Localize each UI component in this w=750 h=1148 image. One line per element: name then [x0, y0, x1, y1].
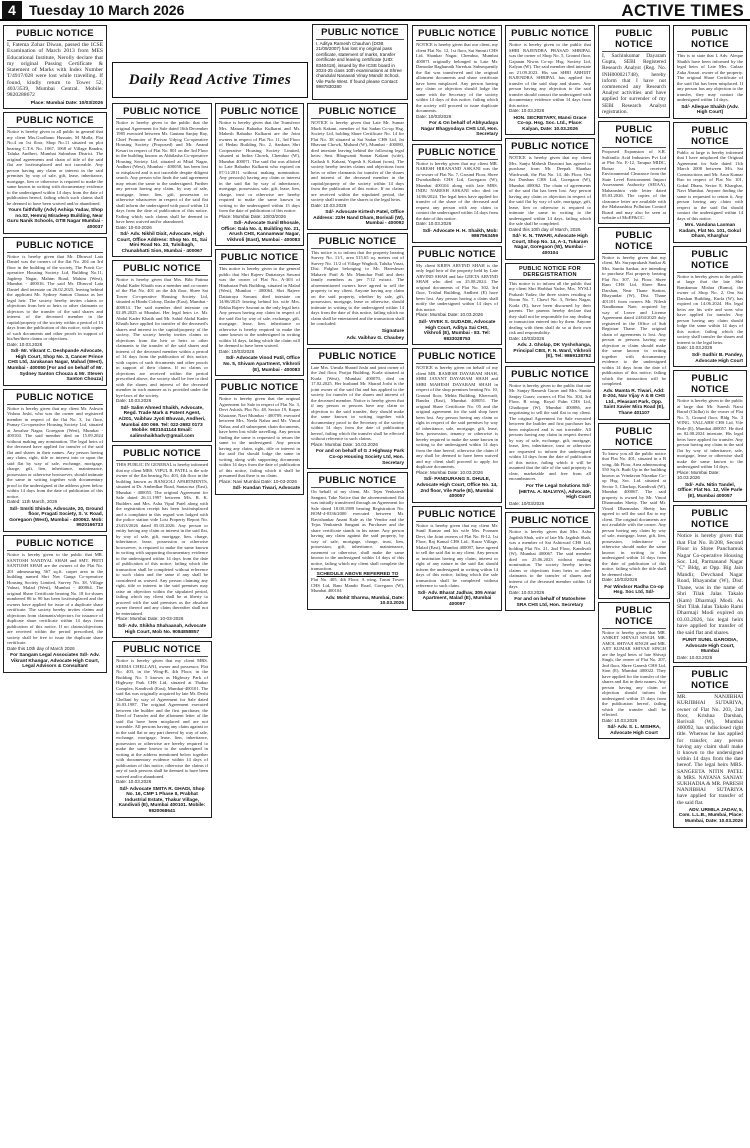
notice-date: Date: 10.03.2026 — [602, 717, 638, 723]
notice-date: Date: 10-03-2026 — [116, 224, 152, 230]
notice — [112, 260, 212, 442]
notice-title: PUBLIC NOTICE — [7, 115, 103, 128]
notice-body: Notice is hereby given to the public at large that the late Shri Ramkumar Mishra (Ramu), the owner of Shop No. 2, Om Sai Darshan Building, Kurla (W), has expired on 14.06.2024. His legal heirs are his wife and sons who have applied for transfer. Any person having any claim should lodge the same within 14 days of this notice, failing which the society shall transfer the shares and interest to the legal heirs. — [677, 273, 743, 345]
notice-body: NOTICE is hereby given on behalf of my client MR. RAMESH DAYARAM SHAH, SHRI JAYANT DAYARAM SHAH and SHRI MAHESH DAYARAM SHAH in respect of the shop premises bearing No. 10, Ground floor, Mehta Building, Kherwadi, Bandra (East), Mumbai 400051. The original Share Certificate No. 05 and the original agreement for the said shop have been lost. Any person having any claim or right in respect of the said premises by way of inheritance, sale, mortgage, gift, lease, lien, possession, tenancy or otherwise is hereby required to make the same known in writing to the undersigned within 14 days from the date hereof, otherwise the claim if any shall be deemed to have been waived and my client shall proceed to apply for duplicate documents. — [416, 365, 498, 470]
notice-signature: For The Legal Solutions Sd/- (HETAL A. MALVIYA), Advocate, High Court — [518, 483, 591, 501]
notice-date: Date: 10.03.2026 — [677, 345, 713, 351]
notice-signature: Yours faithfully (Adv) Ashiqa Yadav, Shop no.02, Hemraj Miradeep Building, Near Guru Nanik Schools, GTB Nagar Mumbai - 400037 — [7, 208, 103, 231]
notice-body: My client KRIPA ARVIND SHAH is the only legal heir of the property held by Late ARVIND SHAH and late GEETA ARVIND SHAH who died on 25.08.2024. The original documents of Flat No. 302, 3rd floor, Trishul Building, Andheri (E) have been lost. Any person having a claim shall notify the undersigned within 14 days of this notice. — [416, 262, 498, 312]
notice-title: PUBLIC NOTICE — [7, 28, 103, 41]
notice-signature: Sd/- Sudhir B. Pandey, Advocate High Court — [691, 352, 743, 364]
notice-signature: For Sangam Legal Associates Sd/- Adv. Vikrant Khangar, Advocate High Court, Legal Advisors & Consultant — [10, 653, 100, 670]
notice-date: Date: 10/03/2026 — [602, 577, 638, 582]
notice-body: Notice is hereby given to the public that SHRI RAJENDRA PRASAD SHRIPAL was the owner of Shop No. 5, Ground floor, Gajanan Niwas Co-op. Hsg. Society Ltd, Kalyan (W). The said member died intestate on 21.09.2023. His son SHRI ABHIJIT RAJENDRA SHRIPAL has applied for transfer of the said shop and shares. Any person having any objection to the said transfer should contact the undersigned with documentary evidence within 14 days from this notice. — [509, 42, 591, 108]
aditya-top-notice — [232, 22, 317, 60]
column-7-notices — [598, 25, 670, 742]
notice-title: PUBLIC NOTICE — [116, 644, 208, 657]
notice-signature: Sd/- Adv. Nikhil Dixit, Advocate, High Court, Office Address: Shop No. 01, Sai Mini Road No. 23, Tulsibagh, Chunabhatti Sion, Mumbai - 400067 — [117, 232, 207, 254]
notice — [598, 25, 670, 118]
notice-signature: Sd/- Mr. Vikrant C. Deshpande Advocate, High Court, Shop No. 3, Cancer Prince CHS Ltd, Jarakanan Nagar, Mahad (West), Mumbai - 400050 [For and on behalf of Mr. Sydney Santon Chouza & Mr. Steven Santon Chouza] — [7, 349, 103, 383]
column-8 — [673, 25, 747, 831]
notice — [307, 348, 408, 469]
notice — [673, 666, 747, 827]
notice-signature: Adv. Mohit Sharma, Mumbai, Date: 10.03.2026 — [325, 595, 404, 607]
notice-title: PUBLIC NOTICE — [602, 28, 666, 52]
notice-body: Notice is hereby given that that Flat No. B/208, Second Floor in Shree Panchamuk Nagar Co-operative Housing Soc. Ltd, Parmanand Nagar "C" Bldg, at Opp. Big Jain Mandir, Devchand Nagar Road, Bhayandar (W), Dist. Thane, was in the name of Shri Tilak Jalas Takalo (Kam) Dharmaji Modi. As Shri Tilak Jalas Takalo Rami Dharmaji Modi expired on 03.03.2026, his legal heirs have applied for transfer of the said flat and shares. — [677, 533, 743, 636]
notice-signature: Sd/- K. N. TIWARI, Advocate High Court, Shop No. 14, A-1, Tukaram Nagar, Goregaon (W), Mumbai - 400104 — [512, 234, 588, 257]
notice-signature: Sd/- Adv. Shikha Shahaanah, Advocate High Court, Mob No. 9084858857 — [117, 623, 207, 635]
notice-title: PUBLIC NOTICE — [311, 475, 404, 488]
notice-signature: Sd/- Alleque Shaikh (Adv. High Court) — [681, 104, 739, 116]
notice — [673, 122, 747, 243]
notice — [3, 25, 107, 109]
notice-title: PUBLIC NOTICE — [7, 240, 103, 253]
notice-title: PUBLIC NOTICE — [416, 509, 498, 522]
column-2 — [112, 103, 212, 821]
notice-date: Signature — [381, 328, 404, 334]
notice-signature: Sd/- Adv. Nitin Tandel, Office: Flat No. 12, Vile Parle (E), Mumbai 400057 — [677, 482, 743, 499]
notice-signature: Sd/- Smriti Shinde, Advocate, 20, Ground floor, Pragati Society, S. V. Road, Goregaon (West), Mumbai - 400062. Mob: 9920166733 — [9, 506, 103, 529]
notice-date: Date this 10th day of March 2026 — [7, 645, 75, 651]
notice-signature: Sd/- Advocate SMITA R. GHADI, Shop No. 16, CMP 1 Phase II, Prabhat Industrial Estate, Thakur Village, Kandivali (E), Mumbai 400101. Mobile: 9820068641 — [118, 786, 206, 814]
notice-title: PUBLIC NOTICE — [677, 508, 743, 532]
notice-signature: Sd/- Salim Ahmed Shaikh, Advocate, Regd. Trade Mark & Patent Agent, A/201, Vaibhav Jyoti Bhuvan, Andheri, Mumbai 400 069. Tel: 022-2682 0173 Mobile: 9821041144 Email: salimshaikhadv@gmail.com — [118, 405, 206, 439]
notice — [412, 348, 502, 502]
notice-title: PUBLIC NOTICE — [311, 236, 404, 249]
notice-title: PUBLIC NOTICE — [677, 125, 743, 149]
notice-title: PUBLIC NOTICE — [677, 669, 743, 693]
notice — [112, 641, 212, 817]
notice-title: PUBLIC NOTICE FOR DEREGISTRATION — [509, 266, 591, 280]
notice-title: PUBLIC NOTICE — [416, 351, 498, 364]
notice-signature: Sd/- Adv. Bharat Jadhav, 305 Amar Apartment, Malad (E), Mumbai 400097 — [417, 590, 497, 607]
notice-title: PUBLIC NOTICE — [602, 426, 666, 450]
notice-signature: For and on behalf of G J Highway Park Co-op Housing Society Ltd, Hon. Secretary — [316, 449, 404, 466]
notice-date: Place: Mumbai Date: 10/03/2026 — [219, 213, 286, 219]
notice-body: Notice is hereby given that my client Mr. Sunil Kumar and his wife Mrs. Poonam Devi, the Joint owners of Flat No. B-12, 1st Floor, Raj Kamal CHS Ltd., Kurar Village, Malad (East), Mumbai 400097, have agreed to sell the said flat to my client. Any person or institution having any claim, interest or right of any nature in the said flat should inform the undersigned in writing within 14 days of this notice, failing which the sale transaction shall be completed without reference to such claim. — [416, 522, 498, 589]
notice-title: PUBLIC NOTICE — [116, 263, 208, 276]
notice-signature: Sd/- PANDURANG S. DHULE, Advocate High Court, Office No. 14, 2nd floor, Vile Parle (E), Mumbai 400057 — [416, 477, 498, 500]
notice-date: Date: 10.03.2026 — [311, 202, 347, 208]
notice-date: Date: 10.03.2026 — [677, 654, 713, 660]
daily-read-banner — [112, 62, 308, 98]
page-number: 4 — [2, 1, 22, 19]
notice — [673, 505, 747, 663]
notice-date: Place: Mumbai Date: 10.03.2026 — [311, 441, 378, 447]
notice-body: On behalf of my client, Mr. Tejas Venkatesh Sangani, Take Notice that the aforementioned flat was initially transferred through an Agreement for Sale dated 18.08.1989 bearing Registration No. BOM-4-0336/2000 executed between Mr. Ravishankar Anant Kale as the Vendor and the Tejas Venkatesh Sangani as Purchaser and the share certificate stands in his name. Any person having any claim against the said property, by way of sale, mortgage, charge, trust, lien, possession, gift, inheritance, maintenance, easement or otherwise, shall make the same known to the undersigned within 14 days of this notice, failing which my client shall complete the transaction. — [311, 489, 404, 572]
notice-body: This is to state that I, Adv. Aleque Shaikh have been informed by the legal heirs of Late Mrs. Gulzar Zaka Ansari, owner of the property. The original Share Certificate of the said flat has been misplaced. If any person has any objection to the transfer, they may contact the undersigned within 14 days. — [677, 53, 743, 102]
notice-date: Date: 10/03/2026 — [219, 348, 255, 354]
notice — [505, 263, 595, 363]
notice-signature: Sd/- Kundan Tiwari, Advocate — [232, 486, 300, 492]
notice — [307, 472, 408, 610]
notice-signature: Adv. Mamta R. Tiwari, Add: E-204, Nav Vijay A & B CHS Ltd., Pleasant Park, Opp. Saint Xavier Mira Road (E), Thane 401107 — [602, 388, 666, 416]
notice-signature: Sd/- Advocate Kirtesh Patel, Office Address: 22/H Nand Dham, Borivali (W), Mumbai - 400092 — [313, 210, 404, 227]
notice-title: PUBLIC NOTICE — [416, 249, 498, 262]
notice-date: Place: Navi Mumbai Date: 10-03-2026 — [219, 478, 297, 484]
notice — [598, 121, 670, 224]
notice-title: PUBLIC NOTICE — [316, 27, 404, 40]
column-5-notices — [412, 25, 502, 614]
notice — [505, 512, 595, 611]
notice — [505, 138, 595, 259]
notice-signature: Sd/- Adv. S. L. MISHRA, Advocate High Court — [607, 725, 661, 736]
notice-body: Notice is hereby given that my client MR. NARESH HIRANAND ASKANI was the co-owner of Flat No. 7, Ground Floor, Shree Dwarkadhish CHS Ltd, Goregaon (W), Mumbai 400104 along with late MRS. INDU NARESH ASKANI who died on 14/06/2024. The legal heirs have applied for transfer of the share of the deceased and request any person with any claim to contact the undersigned within 14 days from the date of this notice. — [416, 160, 498, 221]
notice-body: Late Mrs. Urmila Sharad Joshi and joint owner of the 2nd floor, Parijat Building, Kurla situated at Kurla (West), Mumbai 400070, died on 17.02.2025. Her husband Mr. Sharad Joshi is the joint owner of the said flat and has applied to the society for transfer of the shares and interest of the deceased member. Notice is hereby given that if any person or persons have any claim or objection to the said transfer, they should make the same known in writing together with documentary proof to the Secretary of the society within 14 days from the date of publication hereof, failing which the transfer shall be effected without reference to such claims. — [311, 364, 404, 442]
notice-body: Notice is hereby given that Mr. Dhruval Lata Daniel was the owners of the flat No. 204 on 3rd floor in the building of the society, The Pravit Co-operative Housing Society Ltd, Building No.11, Jagdeep Nagar, Mahim Road, Mahim (West), Mumbai - 400016. The said Mr. Dhruval Lata Daniel died intestate on 26.02.2025, leaving behind the applicant Mr. Sydney Santon Chouza as her legal heir. The society hereby invites claims or objections from heir or heirs or other claimants or objectors to the transfer of the said shares and interest of the deceased member in the capital/property of the society within a period of 14 days from the publication of this notice, with copies of such documents and other proofs in support of his/her/their claims or objections. — [7, 253, 103, 342]
notice — [505, 25, 595, 135]
column-4-content — [307, 103, 408, 613]
notice — [598, 423, 670, 599]
notice-title: PUBLIC NOTICE — [116, 106, 208, 119]
issue-date: Tuesday 10 March 2026 — [29, 2, 185, 18]
notice-body: This notice is to inform that the property bearing Survey No. 11/1, area 515.65 sq. meters out of Survey No. 11/2 of Village Wagholi, Taluka Vasai, Dist. Palghar belonging to Mr. Hareshwar Mahavir Patil & Mr. Manohar Patil and their family members as per 7/12 extract. The aforementioned owners have agreed to sell the property to my client. Anyone having any claim on the said property, whether by sale, gift, possession, mortgage, lease or otherwise, should intimate in writing to the undersigned within 14 days from the date of this notice, failing which no claim shall be entertained and the transaction shall be concluded. — [311, 249, 404, 327]
notice-signature: Adv. J. Gholap, DK Vyshshanga, Principal CBS, F. N. Ward, Vikhroli (E), Tel: 9869138752 — [513, 343, 591, 360]
notice-date: Date: 10/03/2026 — [416, 113, 452, 119]
notice — [307, 233, 408, 345]
notice-body: Notice is hereby given to the public at large that Mr. Suresh Narsi Barad (Chilka) is the owner of Flat No. 5, Ground floor, Bldg No. 3 WING, VALLABH CHS Ltd, Vile Parle (E), Mumbai 400057. He died on 02.08.2024 intestate. His legal heirs have applied for transfer. Any person having any claim in the said flat by way of inheritance, sale, mortgage, lease or otherwise shall make the same known to the undersigned within 14 days. — [677, 398, 743, 470]
masthead — [0, 0, 750, 21]
notice-body: Notice is hereby given that Mrs. Asha Jagdish Shah, wife of late Mr. Jagdish Shah, was a member of Sai Ashirwad CHS Ltd, holding Flat No. 21, 2nd Floor, Kandivali (W), Mumbai 400067. The said member died on 25.06.2023 without making nomination. The society hereby invites claims or objections from heirs or other claimants to the transfer of shares and interest of the deceased member within 14 days. — [509, 529, 591, 590]
notice — [673, 25, 747, 119]
notice-date: Date: 10.03.2026 — [116, 398, 152, 404]
notice — [412, 246, 502, 345]
notice-title: PUBLIC NOTICE — [509, 515, 591, 528]
notice-title: PUBLIC NOTICE — [311, 351, 404, 364]
notice-signature: PUNIT SUNIL GARODIA, Advocate High Court, Mumbai — [682, 637, 738, 655]
notice-signature: HON. SECRETARY, Mansi Grace Co-op. Hsg. Soc. Ltd., Place: Kalyan, Date: 10.03.2026 — [513, 115, 587, 132]
notice-body: NOTICE is hereby given that my client Mrs. Sanju Mahesh Daswani has agreed to purchase from Mr. Deepak Shankar Wachwadi, the Flat No. 14, 4th Floor, Om Sai Darshan CHS Ltd, Goregaon (W), Mumbai 400062. The chain of agreements of the said flat has been lost. Any person having any claim or objection in respect of the said flat by way of sale, mortgage, gift, lease, lien or otherwise is required to intimate the same in writing to the undersigned within 14 days, failing which the sale shall be completed. — [509, 155, 591, 227]
notice-date: Date: 10.03.2026 — [116, 779, 152, 785]
notice-signature: Sd/- Advocate Sunil Bhosale, Office: Gala No. 4, Building No. 21, Arush CHS, Kannamwar Nagar, Vikhroli (East), Mumbai - 400083 — [221, 221, 300, 243]
notice-signature: Sd/- Advocate H. H. Shaikh, Mob: 9867563459 — [422, 228, 498, 240]
notice — [307, 103, 408, 230]
notice-date: Date: 10.03.2026 — [509, 108, 545, 113]
notice-signature: For and on behalf of Matoshree SRA CHS Ltd, Hon. Secretary — [514, 597, 586, 608]
notice-title: PUBLIC NOTICE — [509, 28, 591, 41]
notice-title: PUBLIC NOTICE — [677, 28, 743, 52]
column-1 — [3, 25, 107, 676]
notice-body: To know you all the public notice that Flat No. 401, situated in a B wing, 4th Floor, Area admeasuring 550 Sq.ft. Built Up in the building known as Vrindavan Nirankar Co-op Hsg. Soc. Ltd. situated at Sector 5, Charkop, Kandivali (W), Mumbai 400067. The said property is owned by Mr. Vinod Dharmadas Shetty. The said Mr. Vinod Dharmadas Shetty has agreed to sell the said flat to my client. The original documents are not available with the owner. Any person having any claim by way of sale, mortgage, lease, gift, lien, possession, inheritance or otherwise should make the same known in writing to the undersigned within 14 days from the date of publication of this notice, failing which the title shall be deemed clear. — [602, 450, 666, 577]
notice-date: Date: 10.03.2026 — [509, 589, 545, 595]
notice — [412, 506, 502, 611]
notice-body: MR. NANJIBHAI KURJIBHAI SUTARIYA, owner of Flat No. 203, 2nd floor, Krishna Darshan, Borivali (W), Mumbai 400092, has undisclosed right title. Whereas he has applied for transfer, any person having any claim shall make it known to the undersigned within 14 days from the date hereof. The legal heirs MRS. SANGEETA NITIN PATEL & MRS. NAYANA SANJAY SUKHADIA & MR. PARESH NANJIBHAI SUTARIYA have applied for transfer of the said flat. — [677, 694, 743, 806]
notice — [505, 366, 595, 509]
notice-date: Place: Mumbai Date: 10.03.2026 — [416, 312, 483, 318]
notice-date: Place: Mumbai Date: 10/03/2026 — [30, 100, 103, 106]
notice-date: Date: 10/03/2026 — [509, 500, 545, 506]
notice — [598, 227, 670, 420]
notice-title: PUBLIC NOTICE — [416, 28, 498, 41]
notice-body: Notice is hereby given to the public that the original Agreement for Sale dated 16th December 1985 executed between Mr. Gautam Sanjay Ray, Chief Promoter of Parivar Udyog Co-operative Housing Society (Proposed) and Mr. Anand Kesari in respect of Flat No. 801 on the 3rd Floor in the building known as Abhilasha Co-operative Housing Society Ltd, situated at Mital Nagar, Andheri (West), Mumbai - 400058, has been lost or misplaced and is not traceable despite diligent search. Any person who finds the said agreement may return the same to the undersigned. Further any person having any claim, by way of sale, mortgage, lease, lien, gift, possession or otherwise whatsoever in respect of the said flat shall inform the undersigned with proof within 14 days from the date of publication of this notice. Failing which such claims shall be deemed to have been waived and/or abandoned. — [116, 120, 208, 224]
notice — [3, 112, 107, 233]
newspaper-brand: ACTIVE TIMES — [621, 1, 744, 20]
notice-date: Place: Mumbai Date: 10-03-2026 — [116, 616, 184, 622]
notice-date: Place: Mumbai Date: 10.03.2026 — [677, 469, 720, 481]
notice-body: THIS PUBLIC IN GENERAL is hereby informed that my client MRS. VIPUL B. PATEL is the sole owner of the flat bearing No. 403, 4th floor in the building known as RANGOLI APARTMENTS, situated at Dr. Ambedkar Road, Santacruz (East), Mumbai - 400055. The original Agreement for Sale dated 26.11.1997 between M/s. R. K. Builders and Mrs. Asha Vipul Patel along with the registration receipt has been lost/misplaced and a complaint in this regard was lodged with the police station vide Lost Property Report No. 23413/2026 dated 05.03.2026. Any person or entity having any claim or interest in the said flat, by way of sale, gift, mortgage, lien, charge, inheritance, lease, possession or otherwise howsoever, is required to make the same known in writing with supporting documentary evidence to the undersigned within 14 days from the date of publication of this notice, failing which the transaction shall be completed without reference to such claim and the same if any shall be considered as waived. Any person claiming any right, title or interest in the said premises may raise an objection within the stipulated period, failing which my client shall be at liberty to proceed with the said premises as the absolute owner thereof and any claim thereafter shall not be entertained. — [116, 462, 208, 616]
notice-title: PUBLIC NOTICE — [602, 230, 666, 254]
notice-date: Dated: 11th March, 2026 — [7, 499, 58, 505]
notice-date: Date: 10/03/2026 — [509, 335, 545, 341]
notice-signature: Sd/- Advocate Vinod Patil, Office No. 5, Shivam Apartment, Vikhroli (E), Mumbai - 400083 — [223, 356, 300, 373]
column-3 — [215, 103, 304, 498]
notice-title: PUBLIC NOTICE — [220, 106, 299, 117]
notice — [3, 237, 107, 386]
notice-body: NOTICE is hereby given that our client, my client Flat No. 12, 1st floor, Sai Smruti CHS Ltd, Shankar Nagar, Chembur, Mumbai 400071 originally belonged to Late Mr. Damodar Raghunath Varerkar. Subsequently the flat was transferred and the original allotment documents and share certificate have been misplaced. Any person having any claim or objection should lodge the same with the Secretary of the society within 14 days of this notice, failing which the society will proceed to issue duplicate documents. — [416, 42, 498, 113]
notice — [673, 246, 747, 367]
notice-body: Public at large is hereby informed that I have misplaced the Original Agreement for Sale dated 11th March 2008 between M/s. Sai Constructions and Mr. Arun Kumar Rao in respect of Flat No. 101, Gokul Dham, Sector 8, Kharghar, Navi Mumbai. Anyone finding the same is requested to return it. Any person having any claim with respect to the said flat should contact the undersigned within 14 days of this notice. — [677, 149, 743, 221]
notice-date: Date: 10.03.2026 — [7, 341, 43, 347]
notice-body: Notice is hereby given that the Transferor Mrs. Manasi Bahadur Kulkarni and Mr. Mahesh Bahadur Kulkarni are the Joint owners in respect of Flat No. 11, 3rd Floor of Hedau Building No. 2, Sankara Shri Cooperative Housing Society Limited, situated at Indira Chowk, Chembur (W), Mumbai 400071. The said flat was allotted to Late Bahadur Kulkarni who expired on 07/11/2011 without making nomination. Any person(s) having any claim or interest in the said flat by way of inheritance, mortgage, possession, sale, gift, lease, lien, charge, trust or otherwise are hereby required to make the same known in writing to the undersigned within 15 days from the date of publication of this notice. — [219, 120, 300, 213]
notice — [673, 370, 747, 502]
notice-title: PUBLIC NOTICE — [116, 448, 208, 461]
notice-date: Dated this 10th day of March, 2026 — [509, 226, 581, 232]
notice-title: PUBLIC NOTICE — [7, 538, 103, 551]
notice-signature: ADV. URMILA JADAV, 5, Com. L.L.B., Mumbai, Place: Mumbai, Date: 10.03.2026 — [678, 807, 743, 825]
notice-body: NOTICE is hereby given that Late Mr. Sumar Murli Kakani, member of Sai Sadan Co-op Hsg. Society Ltd, holding Share Certificate No. 14 for Flat No. 38 situated at Sai Sadan CHS Ltd, Jai Bhavani Chowk, Mulund (W), Mumbai - 400080, died intestate leaving behind the following legal heirs: Smt. Bhagwanti Sumar Kakani (wife), Kailash S. Kakani, Yogesh S. Kakani (sons). The society hereby invites claims and objections from heirs or other claimants for transfer of the shares and interest of the deceased member in the capital/property of the society within 14 days from the publication of this notice. If no claims are received within the stipulated period, the society shall transfer the shares to the legal heirs. — [311, 120, 404, 202]
notice-title: PUBLIC NOTICE — [220, 382, 299, 394]
notice-body: I, Sachinkumar Dayaram Gupta, SEBI Registered Research Analyst (Reg. No. INH000021748), hereby inform that I have not commenced any Research Analyst activities and have applied for surrender of my SEBI Research Analyst registration. — [602, 53, 666, 115]
notice — [215, 103, 304, 246]
notice — [412, 144, 502, 243]
notice-title: PUBLIC NOTICE — [509, 369, 591, 382]
notice — [3, 535, 107, 673]
notice — [215, 379, 304, 495]
notice-title: PUBLIC NOTICE — [509, 141, 591, 154]
notice-body: This notice is hereby given to the general public that Shri Rajeev Dattatraya Sawant was the owner of Flat No. A-303 of Hindustan Park Building, situated in Malad (West), Mumbai - 400064. Shri Rajeev Dattatraya Sawant died intestate on 14/06/2025 leaving behind his wife Mrs. Rekha Rajeev Sawant as the only legal heir. Any person having any claim in respect of the said flat by way of sale, exchange, gift, mortgage, lease, lien, inheritance or otherwise is hereby required to make the same known to the undersigned in writing within 14 days, failing which the claim will be deemed to have been waived. — [219, 266, 300, 349]
notice-title: PUBLIC NOTICE — [677, 373, 743, 397]
notice — [215, 249, 304, 376]
notice-title: PUBLIC NOTICE — [677, 249, 743, 273]
notice-body: Notice is hereby given to all public in general that my client Mrs.Goolbano Hussain, M Mulla, Flat No.4 on 1st floor, Shop No.11 situated on plot bearing C.T.S. No. 1067, 1068 of Village Bandra, Taluka Andheri, Mumbai Suburban District. The original agreements and chain of title of the said flat are lost/misplaced and not traceable. Any person having any claim or interest in the said premises by way of sale, gift, lease, inheritance, mortgage, lien or otherwise is required to make the same known in writing with documentary evidence to the undersigned within 14 days from the date of publication hereof, failing which such claims shall be deemed to have been waived and/or abandoned. — [7, 129, 103, 206]
notice-body: This notice is to inform all the public that my client Shri Harbhat Yadav, Mrs. NYSLI Prakash Yadav, the three sisters residing at Room No. 7, Chawl No. 3, Nehru Nagar, Kurla (E), have been disowned by their parents. The parents hereby declare that they shall not be responsible for any dealing or transaction entered into by them. Anyone dealing with them shall do so at their own risk and responsibility. — [509, 280, 591, 336]
notice-signature: Adv. Vaibhav G. Chaubey — [346, 336, 404, 342]
schedule-body: Flat No. 405, 4th Floor, A wing, Tarun Tower CHS Ltd, Ram Mandir Road, Goregaon (W), Mumbai 400104 — [311, 577, 404, 594]
notice-signature: Mrs. Vandana Laxman Kadam, Flat No. 101, Gokul Dham, Kharghar — [679, 223, 741, 240]
notice-body: Notice is hereby given that the original Agreement for Sale in respect of Flat No. 3, Devi Ashish, Plot No. 48, Sector 19, Kopar Khairane, Navi Mumbai - 400709, executed between Mrs. Neela Nahar and Mr. Vinod Nahar, and all subsequent chain documents, have been lost while travelling. Any person finding the same is requested to return the same to the undersigned. Any person having any claim, right, title or interest in the said flat should lodge the same in writing along with supporting documents within 14 days from the date of publication of this notice, failing which it shall be presumed that there is no claim. — [219, 396, 301, 479]
notice-body: Notice is hereby given that MR. ANIKET SHIVAJI SINGH, MR. AMOL SHIVAJI SINGH and MR. AJIT KUMAR SHIVAJI SINGH are the legal heirs of late Shivaji Singh, the owner of Flat No. 207, 2nd floor, Shree Ganesh CHS Ltd, Sion (E), Mumbai 400022. They have applied for the transfer of the shares and flat in their names. Any person having any claim or objection should inform the undersigned within 15 days from the publication hereof, failing which the transfer shall be effected. — [602, 629, 666, 718]
notice — [412, 25, 502, 141]
schedule-heading: SCHEDULE ABOVE REFERRED TO — [316, 571, 399, 577]
notice-signature: For Windsor Radha Co-op Hsg. Soc Ltd, Sd/- — [604, 584, 664, 596]
notice — [112, 103, 212, 257]
notice-title: PUBLIC NOTICE — [602, 124, 666, 148]
notice-body: Notice is hereby given to the public that one Mr. Sanjay Ramesh Gurav and Mrs. Sunita Sanjay Gurav, owners of Flat No. 304, 3rd Floor, B wing, Royal Palm CHS Ltd, Ghatkopar (W), Mumbai 400086, are negotiating to sell the said flat to my client. The original Agreement for Sale executed between the builder and first purchaser has been misplaced and is not traceable. All persons having any claim in respect thereof by way of sale, exchange, gift, mortgage, lease, lien, inheritance, trust or otherwise are requested to inform the undersigned within 14 days from the date of publication of this notice, failing which it will be assumed that the title of the said property is clear, marketable and free from all encumbrances. — [509, 382, 591, 482]
notice-signature: Sd/- VIVEK S. GUDADE, Advocate High Court, Aditya Sai CHS, Vikhroli (E), Mumbai - 83. Tel: 9833028753 — [418, 319, 496, 342]
notice-body: Notice is hereby given that my client, Mr. Suryaprakash Sankar & Mrs. Sunita Sankar, are intending to purchase Flat property bearing Flat No. 307, 1st Floor, Shree Ram CHS Ltd, Shree Ram Darshan, Near Thane Station, Bhayandar (W), Dist. Thane 401101 from owners Mr. Nilesh Nandkumar Nate, acquired by way of Leave and License Agreement dated 24/04/2025 duly registered in the Office of Sub Registrar Thane. The original chain of agreements is lost. Any person or persons having any objection or claim should make the same known in writing together with documentary evidence to the undersigned within 14 days from the date of publication of this notice, failing which the transaction will be completed. — [602, 254, 666, 387]
notice-body: Proposed Expansion of S.R. Sulfanilic Acid Industries Pvt Ltd at Plot No. E-12, Tarapur MIDC, Boisar has received Environmental Clearance from the State Level Environment Impact Assessment Authority (SEIAA), Maharashtra vide letter dated 05.03.2026. The copies of the clearance letter are available with the Maharashtra Pollution Control Board and may also be seen at website of MoEF&CC. — [602, 149, 666, 221]
notice — [112, 445, 212, 638]
notice-title: PUBLIC NOTICE — [602, 605, 666, 629]
notice-signature: For & On behalf of Abhyudaya Nagar Bhagyodaya CHS Ltd, Hon. Secretary — [420, 121, 498, 138]
notice-title: PUBLIC NOTICE — [416, 147, 498, 160]
column-6 — [505, 25, 595, 614]
notice-title: PUBLIC NOTICE — [7, 392, 103, 405]
lost-certificate-notice — [312, 24, 408, 100]
notice — [3, 389, 107, 532]
notice-title: PUBLIC NOTICE — [311, 106, 404, 119]
notice-date: Place: Mumbai Date: 10.03.2026 — [416, 469, 483, 475]
banner-text: Daily Read Active Times — [128, 71, 292, 88]
notice-title: PUBLIC NOTICE — [220, 252, 299, 264]
notice-body: I, Aditya Ramesh Chauhan (DOB 21/09/2007) has lost my original pass certificate, statement of marks, transfer certificate and leaving certificate (UID: 8340418), issued by the ICSE board in 2024-25 class 10th examinations at Shree chandulal Nanavati Vinay Mandir School, Vile Parle West. If found please Contact: 9987830380 — [316, 41, 402, 90]
notice-body: Notice is hereby given that my client MRS. SEEMA CHELLANI, owner and possessor, Flat No. 403, in the Wing-B, 4th Floor, in the Building No. 5 known as Highway Park of Highway Park CHS Ltd, situated at Thakur Complex, Kandivali (East), Mumbai-400101. The said flat was originally acquired by late Mr. Deshi Chellani by way of Agreement for Sale dated 16.03.1987. The original Agreement executed between the builder and the first purchaser, the Deed of Transfer and the allotment letter of the said flat have been misplaced and are not traceable. All persons having any claim against or in the said flat or any part thereof by way of sale, exchange, mortgage, lease, lien, inheritance, possession or otherwise are hereby required to make the same known to the undersigned in writing at the address mentioned below together with documentary evidence within 14 days of publication of this notice, otherwise the claims if any of such persons shall be deemed to have been waived and/or abandoned. — [116, 658, 208, 779]
notice-date: Date: 10.03.2026 — [416, 221, 452, 227]
notice — [598, 602, 670, 740]
notice-body: Notice is hereby given that Mrs. Bibi Fatima Abdul Kader Khatib was a member and co-owner of the Flat No. 401 on the 4th floor, Shree Sai Tower Co-operative Housing Society Ltd, situated at Hindu Colony, Dadar (East), Mumbai - 400014. The said member died intestate on 02.09.2025 at Mumbai. Her legal heirs i.e. Mr. Abdul Kader Khatib and Mr. Sahid Abdul Kader Khatib have applied for transfer of the deceased's shares and interest in the capital/property of the society. The society hereby invites claims or objections from the heir or heirs or other claimants to the transfer of the said shares and interest of the deceased member within a period of 14 days from the publication of this notice, with copies of such documents and other proofs in support of their claims. If no claims or objections are received within the period prescribed above, the society shall be free to deal with the shares and interest of the deceased member in such manner as is provided under the bye-laws of the society. — [116, 277, 208, 398]
notice-body: Notice is hereby given that my client Mr. Ashwin Vishnu Joshi, who was the owner and registered member in respect of the flat No. 3, 1st floor, Pranay Co-operative Housing Society Ltd, situated at Jawahar Nagar, Goregaon (West), Mumbai - 400104. The said member died on 15.09.2024 without making any nomination. The legal heirs of the deceased have applied for transfer of the said flat and shares in their names. Any person having any claim, right, title or interest into or upon the said flat by way of sale, exchange, mortgage, charge, gift, lien, inheritance, maintenance, possession or otherwise howsoever, should intimate the same in writing together with documentary proof to the undersigned at the address given below within 14 days from the date of publication of this notice. — [7, 405, 103, 499]
notice-body: Notice is hereby given to the public that MR. SANTOSH NANDYAL SHAH and SMT. PRITI SANTOSH SHAH are the owners of the Flat No. 201 admeasuring 567 sq.ft. carpet area in the building named Shri Nav Ganga Co-operative Housing Society Limited, Survey No. 38, Village Valnai, Malad (West), Mumbai - 400064. The original Share Certificate bearing No. 18 for shares numbered 86 to 90 has been lost/misplaced and the owners have applied for issue of a duplicate share certificate. The society hereby invites claims and objections from claimants/objectors for issuance of duplicate share certificate within 14 days from publication of this notice. If no claims/objections are received within the period prescribed, the society shall be free to issue the duplicate share certificate. — [7, 552, 103, 646]
notice-body: I, Fatema Zohar Diwan, passed the ICSE Examination of March 2013 from MES Educational Institute, Nerolly declare that my original Passing Certificate & Statement of Marks with Index Number T/4917/028 were lost while travelling. If found, kindly return to Tower 52, 403/3539, Mumbai Central. Mobile: 9820288672 — [7, 42, 103, 99]
